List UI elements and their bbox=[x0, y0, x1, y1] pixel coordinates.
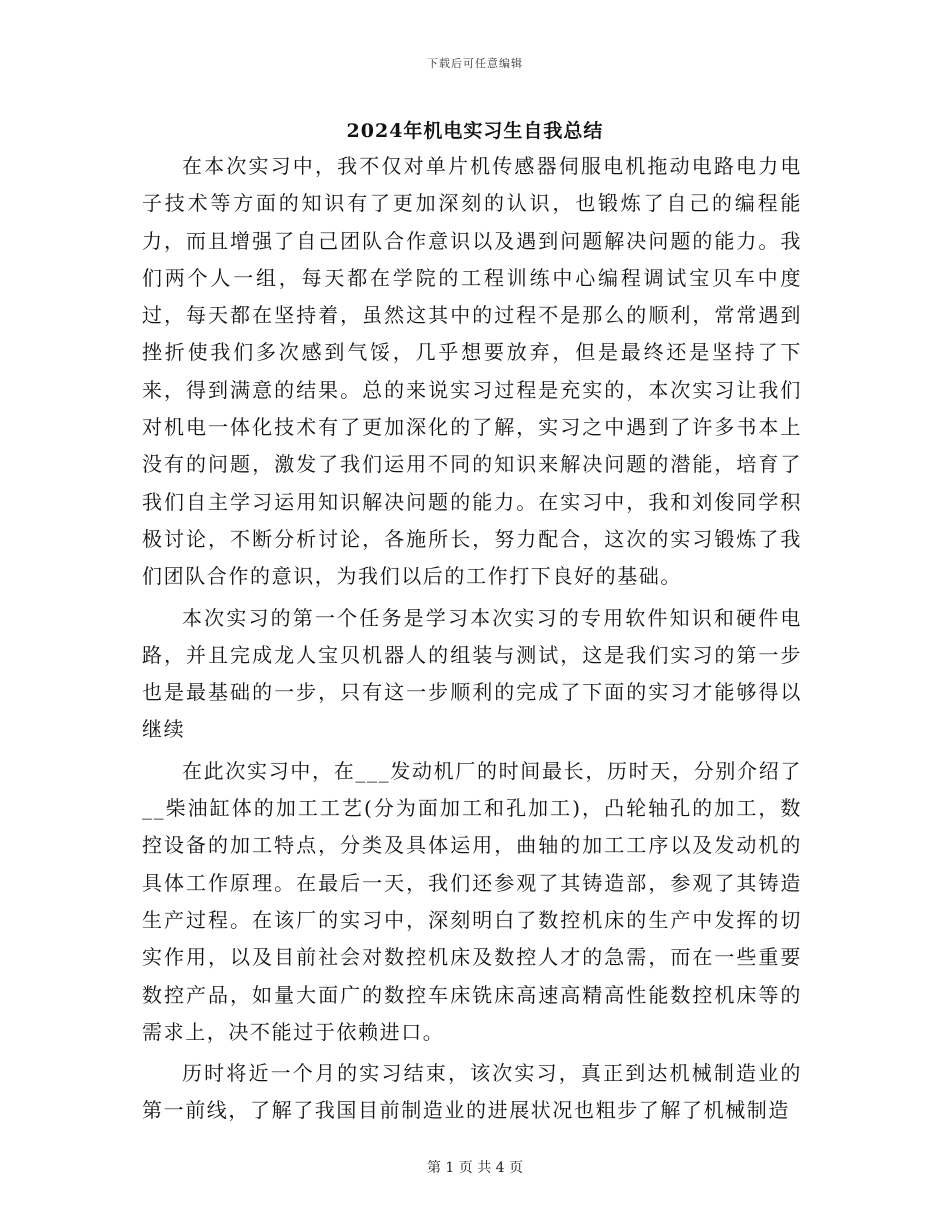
document-body bbox=[142, 148, 802, 1134]
paragraph-4: 历时将近一个月的实习结束，该次实习，真正到达机械制造业的第一前线，了解了我国目前制造业的进展状况也粗步了解了机械制造 bbox=[142, 1061, 802, 1123]
page-number: 第 1 页 共 4 页 bbox=[426, 1160, 524, 1176]
paragraph-1: 在本次实习中，我不仅对单片机传感器伺服电机拖动电路电力电子技术等方面的知识有了更加深刻的认识，也锻炼了自己的编程能力，而且增强了自己团队合作意识以及遇到问题解决问题的能力。我们两个人一组，每天都在学院的工程训练中心编程调试宝贝车中度过，每天都在坚持着，虽然这其中的过程不是那么的顺利，常常遇到挫折使我们多次感到气馁，几乎想要放弃，但是最终还是坚持了下来，得到满意的结果。总的来说实习过程是充实的，本次实习让我们对机电一体化技术有了更加深化的了解，实习之中遇到了许多书本上没有的问题，激发了我们运用不同的知识来解决问题的潜能，培育了我们自主学习运用知识解决问题的能力。在实习中，我和刘俊同学积极讨论，不断分析讨论，各施所长，努力配合，这次的实习锻炼了我们团队合作的意识，为我们以后的工作打下良好的基础。 bbox=[142, 154, 802, 589]
paragraph-3: 在此次实习中，在___发动机厂的时间最长，历时天，分别介绍了__柴油缸体的加工工艺(分为面加工和孔加工)，凸轮轴孔的加工，数控设备的加工特点，分类及具体运用，曲轴的加工工序以及发动机的具体工作原理。在最后一天，我们还参观了其铸造部，参观了其铸造生产过程。在该厂的实习中，深刻明白了数控机床的生产中发挥的切实作用，以及目前社会对数控机床及数控人才的急需，而在一些重要数控产品，如量大面广的数控车床铣床高速高精高性能数控机床等的需求上，决不能过于依赖进口。 bbox=[142, 758, 802, 1044]
document-title: 2024年机电实习生自我总结 bbox=[346, 120, 604, 142]
paragraph-2: 本次实习的第一个任务是学习本次实习的专用软件知识和硬件电路，并且完成龙人宝贝机器人的组装与测试，这是我们实习的第一步也是最基础的一步，只有这一步顺利的完成了下面的实习才能够得以继续 bbox=[142, 605, 802, 742]
page-header: 下载后可任意编辑 bbox=[427, 57, 523, 70]
